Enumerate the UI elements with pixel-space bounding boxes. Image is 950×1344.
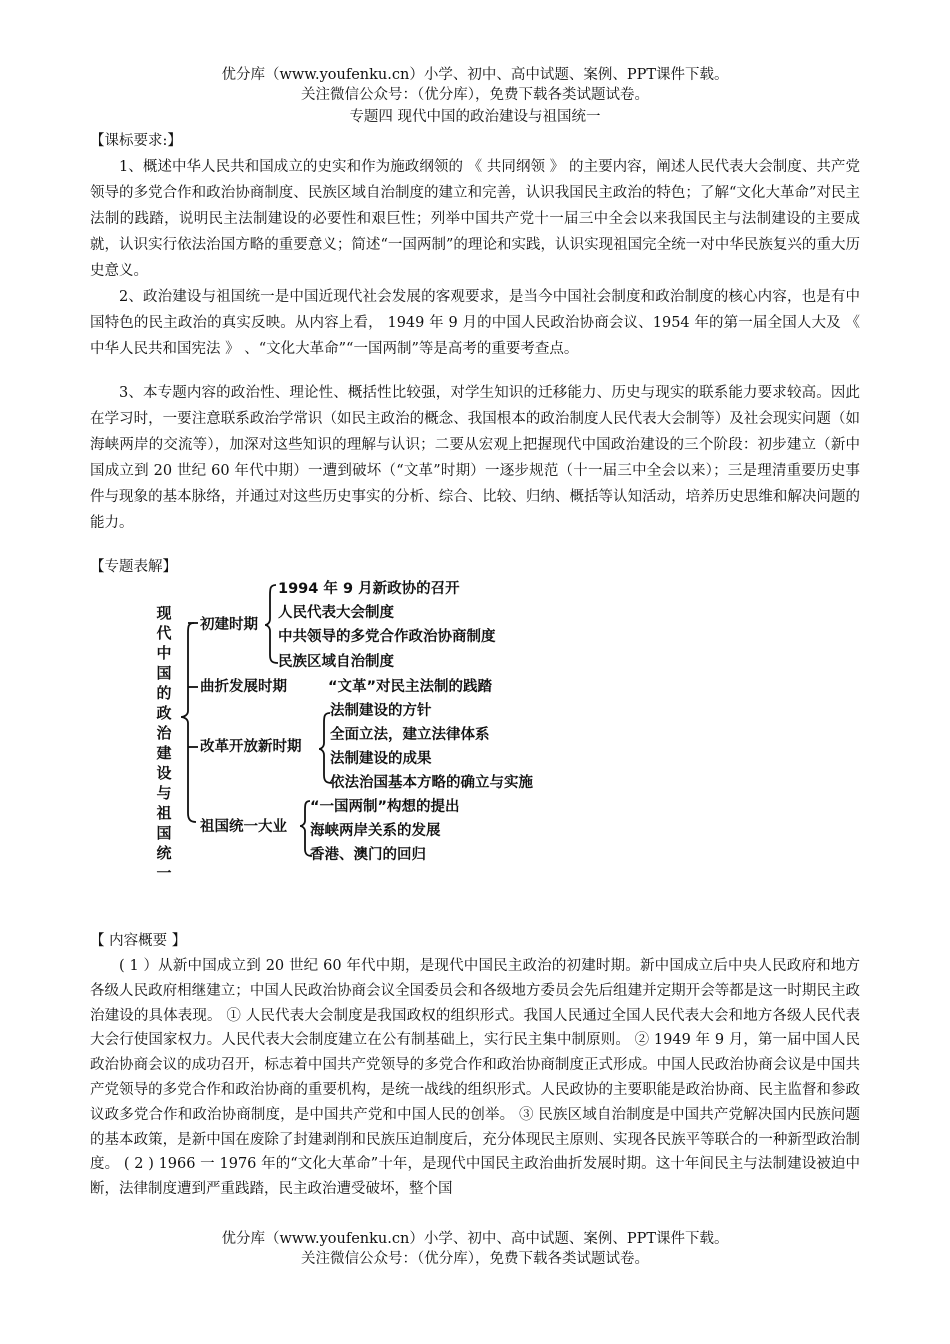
diagram-item: 海峡两岸关系的发展 [310,823,441,839]
diagram-item: 全面立法，建立法律体系 [330,727,490,743]
page-title: 专题四 现代中国的政治建设与祖国统一 [349,109,601,125]
diagram-item: 1994 年 9 月新政协的召开 [278,581,460,597]
curriculum-label: 【课标要求:】 [90,133,182,149]
curriculum-paragraph-2: 2、政治建设与祖国统一是中国近现代社会发展的客观要求，是当今中国社会制度和政治制度的核心内容，也是有中国特色的民主政治的真实反映。从内容上看， 1949 年 9 月的中国人民政治协商会议、1954 年的第一届全国人大及 《 中华人民共和国宪法 》 、“文化大革命”“一国两制”等是高考的重要考查点。 [90,289,860,357]
group-label-reform: 改革开放新时期 [200,739,302,755]
footer-line-1: 优分库（www.youfenku.cn）小学、初中、高中试题、案例、PPT课件下载。 [221,1231,729,1247]
diagram-item: 法制建设的方针 [330,703,432,719]
diagram-item: 人民代表大会制度 [278,605,394,621]
group-label-founding: 初建时期 [200,617,258,633]
diagram-item: 中共领导的多党合作政治协商制度 [278,629,496,645]
summary-label: 【 内容概要 】 [90,933,187,949]
diagram-item: 香港、澳门的回归 [310,847,426,863]
footer-line-2: 关注微信公众号：（优分库），免费下载各类试题试卷。 [301,1251,649,1267]
diagram-item: “一国两制”构想的提出 [310,799,460,815]
diagram-item: 依法治国基本方略的确立与实施 [330,775,533,791]
group-label-tortuous: 曲折发展时期 [200,679,287,695]
summary-paragraph: ( 1 ）从新中国成立到 20 世纪 60 年代中期，是现代中国民主政治的初建时期。新中国成立后中央人民政府和地方各级人民政府相继建立；中国人民政治协商会议全国委员会和各级地方委员会先后组建并定期开会等都是这一时期民主政治建设的具体表现。 ① 人民代表大会制度是我国政权的组织形式。我国人民通过全国人民代表大会和地方各级人民代表大会行使国家权力。人民代表大会制度建立在公有制基础上，实行民主集中制原则。 ② 1949 年 9 月，第一届中国人民政治协商会议的成功召开，标志着中国共产党领导的多党合作和政治协商制度正式形成。中国人民政治协商会议是中国共产党领导的多党合作和政治协商的重要机构，是统一战线的组织形式。人民政协的主要职能是政治协商、民主监督和参政议政多党合作和政治协商制度，是中国共产党和中国人民的创举。 ③ 民族区域自治制度是中国共产党解决国内民族问题的基本政策，是新中国在废除了封建剥削和民族压迫制度后，充分体现民主原则、实现各民族平等联合的一种新型政治制度。 ( 2 ) 1966 一 1976 年的“文化大革命”十年，是现代中国民主政治曲折发展时期。这十年间民主与法制建设被迫中断，法律制度遭到严重践踏，民主政治遭受破坏，整个国 [90,958,860,1198]
header-line-1: 优分库（www.youfenku.cn）小学、初中、高中试题、案例、PPT课件下载。 [221,67,729,83]
group-label-reunification: 祖国统一大业 [200,819,287,835]
diagram-item: 法制建设的成果 [330,751,432,767]
diagram-root-title: 现代中国的政治建设与祖国统一 [156,604,172,882]
topic-diagram [148,575,588,882]
diagram-label: 【专题表解】 [90,559,177,575]
header-line-2: 关注微信公众号：（优分库），免费下载各类试题试卷。 [301,87,649,103]
curriculum-paragraph-3: 3、本专题内容的政治性、理论性、概括性比较强，对学生知识的迁移能力、历史与现实的联系能力要求较高。因此在学习时，一要注意联系政治学常识（如民主政治的概念、我国根本的政治制度人民代表大会制等）及社会现实问题（如海峡两岸的交流等），加深对这些知识的理解与认识；二要从宏观上把握现代中国政治建设的三个阶段：初步建立（新中国成立到 20 世纪 60 年代中期）一遭到破坏（“文革”时期）一逐步规范（十一届三中全会以来）；三是理清重要历史事件与现象的基本脉络，并通过对这些历史事实的分析、综合、比较、归纳、概括等认知活动，培养历史思维和解决问题的能力。 [90,385,860,531]
diagram-item: 民族区域自治制度 [278,654,394,670]
diagram-item: “文革”对民主法制的践踏 [328,679,493,695]
curriculum-paragraph-1: 1、概述中华人民共和国成立的史实和作为施政纲领的 《 共同纲领 》 的主要内容，阐述人民代表大会制度、共产党领导的多党合作和政治协商制度、民族区域自治制度的建立和完善，认识我国民主政治的特色；了解“文化大革命”对民主法制的践踏，说明民主法制建设的必要性和艰巨性；列举中国共产党十一届三中全会以来我国民主与法制建设的主要成就，认识实行依法治国方略的重要意义；简述“一国两制”的理论和实践，认识实现祖国完全统一对中华民族复兴的重大历史意义。 [90,159,860,279]
